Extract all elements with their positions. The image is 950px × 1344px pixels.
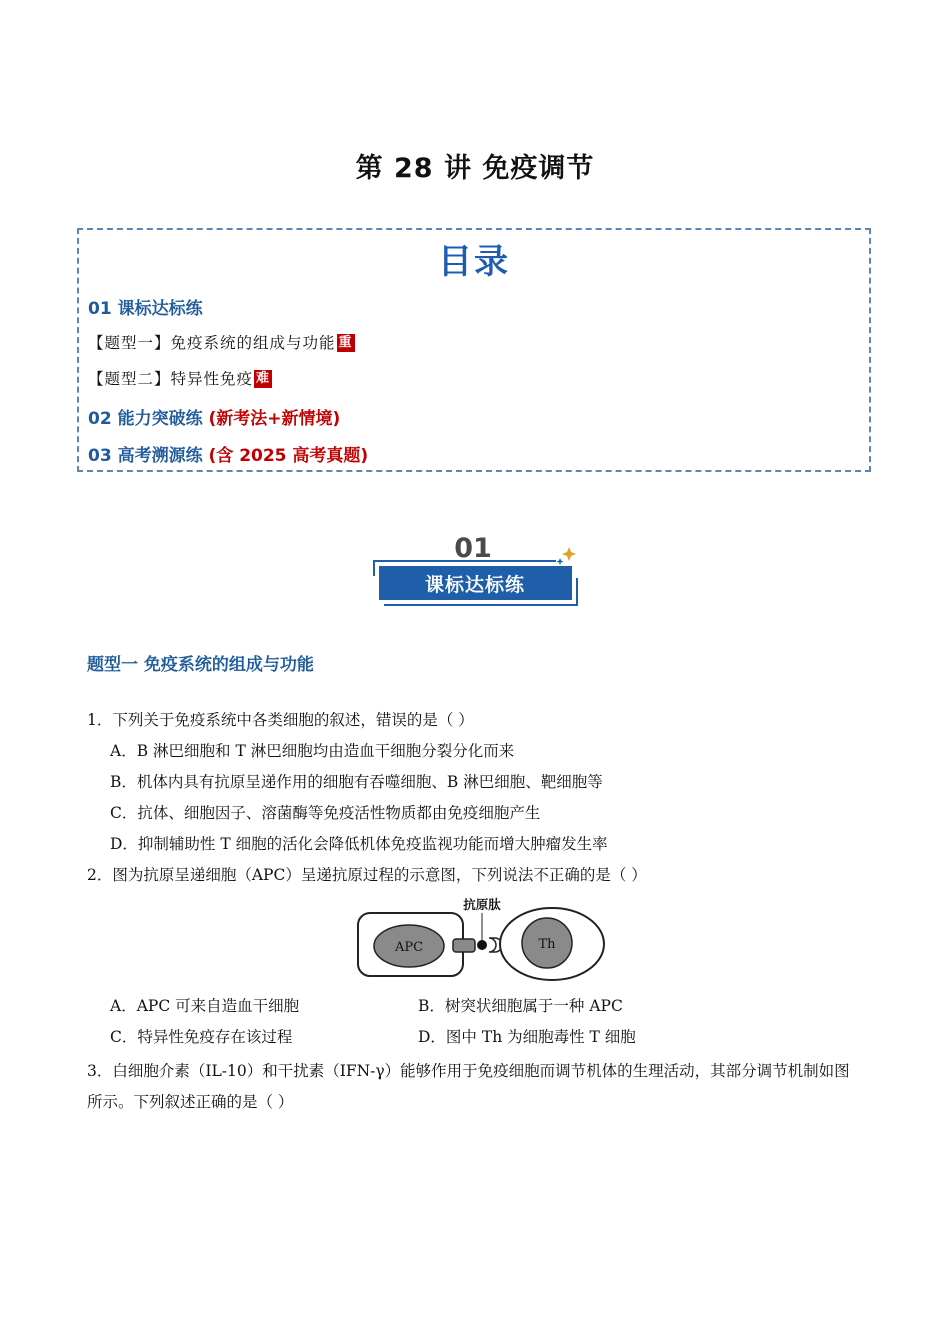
toc-type-1-label: 【题型一】免疫系统的组成与功能	[88, 334, 336, 352]
toc-section-3[interactable]	[88, 441, 368, 466]
th-label: Th	[538, 937, 556, 952]
question-2-option-b[interactable]: B．树突状细胞属于一种 APC	[418, 997, 623, 1015]
toc-section-3-label: 03 高考溯源练	[88, 446, 209, 466]
banner-label: 课标达标练	[424, 574, 526, 596]
toc-section-2[interactable]	[88, 404, 340, 429]
banner-number: 01	[454, 533, 492, 564]
section-banner	[370, 530, 582, 610]
toc-type-2[interactable]	[88, 367, 272, 389]
toc-heading: 目录	[438, 242, 510, 282]
table-of-contents	[77, 228, 871, 472]
difficult-tag: 难	[256, 371, 271, 386]
question-1-option-a[interactable]: A．B 淋巴细胞和 T 淋巴细胞均由造血干细胞分裂分化而来	[110, 742, 515, 760]
question-1-option-c[interactable]: C．抗体、细胞因子、溶菌酶等免疫活性物质都由免疫细胞产生	[110, 804, 541, 822]
question-1-stem: 1．下列关于免疫系统中各类细胞的叙述，错误的是（ ）	[87, 711, 474, 729]
mhc-receptor	[453, 939, 475, 952]
sparkle-icon	[562, 547, 576, 561]
question-1-option-d[interactable]: D．抑制辅助性 T 细胞的活化会降低机体免疫监视功能而增大肿瘤发生率	[110, 835, 608, 853]
question-1-option-b[interactable]: B．机体内具有抗原呈递作用的细胞有吞噬细胞、B 淋巴细胞、靶细胞等	[110, 773, 603, 791]
question-2-stem: 2．图为抗原呈递细胞（APC）呈递抗原过程的示意图，下列说法不正确的是（ ）	[87, 866, 647, 884]
toc-section-2-note: (新考法+新情境)	[208, 409, 341, 429]
small-sparkle-icon	[557, 558, 564, 565]
apc-diagram	[355, 893, 615, 983]
antigen-peptide-dot	[477, 940, 487, 950]
important-tag: 重	[338, 335, 353, 350]
question-2-option-a[interactable]: A．APC 可来自造血干细胞	[110, 997, 300, 1015]
page-title: 第 28 讲 免疫调节	[355, 153, 595, 184]
toc-section-3-note: (含 2025 高考真题)	[208, 446, 369, 466]
toc-type-2-label: 【题型二】特异性免疫	[88, 370, 254, 388]
question-2-option-d[interactable]: D．图中 Th 为细胞毒性 T 细胞	[418, 1028, 636, 1046]
section-heading: 题型一 免疫系统的组成与功能	[87, 655, 314, 675]
toc-type-1[interactable]	[88, 331, 355, 353]
question-2-option-c[interactable]: C．特异性免疫存在该过程	[110, 1028, 293, 1046]
toc-section-2-label: 02 能力突破练	[88, 409, 209, 429]
toc-section-1[interactable]: 01 课标达标练	[88, 299, 203, 319]
apc-label: APC	[394, 940, 424, 955]
question-3-stem: 3．白细胞介素（IL-10）和干扰素（IFN-γ）能够作用于免疫细胞而调节机体的生理活动，其部分调节机制如图所示。下列叙述正确的是（ ）	[87, 1062, 850, 1111]
peptide-label: 抗原肽	[463, 897, 501, 912]
